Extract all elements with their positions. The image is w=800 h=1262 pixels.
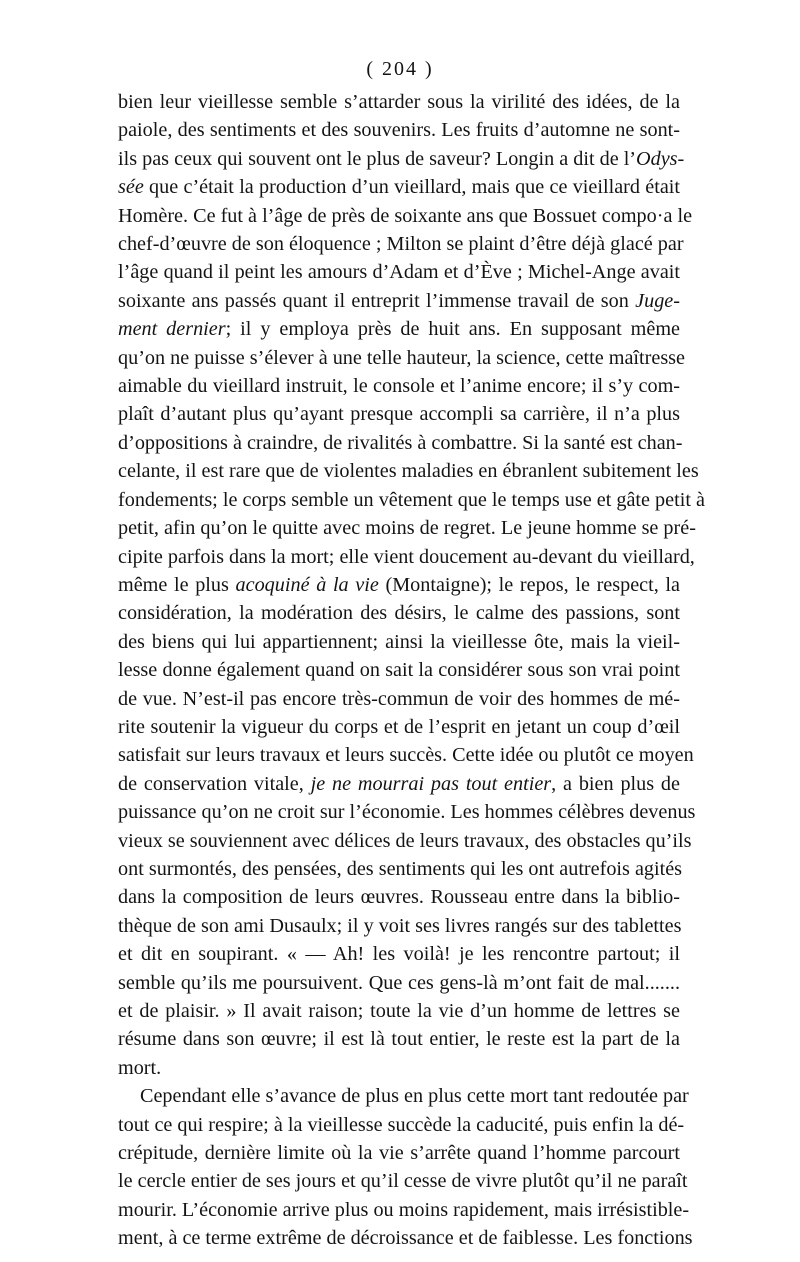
- text-line: [118, 230, 684, 258]
- text-run: tout ce qui respire; à la vieillesse succède la caducité, puis enfin la dé-: [118, 1113, 685, 1136]
- text-line: [118, 1111, 685, 1139]
- paragraph-1: [118, 88, 705, 1082]
- text-run: des biens qui lui appartiennent; ainsi la vieillesse ôte, mais la vieil-: [118, 630, 680, 653]
- text-line: [118, 258, 680, 286]
- text-run: Homère. Ce fut à l’âge de près de soixante ans que Bossuet compo·a le: [118, 204, 693, 227]
- text-run: petit, afin qu’on le quitte avec moins de regret. Le jeune homme se pré-: [118, 517, 696, 540]
- text-line: [118, 372, 680, 400]
- text-line: [118, 1054, 680, 1082]
- text-run: bien leur vieillesse semble s’attarder sous la virilité des idées, de la: [118, 91, 680, 113]
- text-run: crépitude, dernière limite où la vie s’arrête quand l’homme parcourt: [118, 1142, 680, 1165]
- text-line: [118, 400, 680, 428]
- text-run: thèque de son ami Dusaulx; il y voit ses livres rangés sur des tablettes: [118, 914, 682, 937]
- text-run: ont surmontés, des pensées, des sentiments qui les ont autrefois agités: [118, 857, 683, 880]
- text-run: que c’était la production d’un vieillard, mais que ce vieillard était: [143, 176, 680, 199]
- text-line: [118, 628, 680, 656]
- italic-run: acoquiné à la vie: [235, 573, 379, 596]
- text-run: mourir. L’économie arrive plus ou moins rapidement, mais irrésistible-: [118, 1198, 690, 1221]
- text-run: vieux se souviennent avec délices de leurs travaux, des obstacles qu’ils: [118, 829, 692, 852]
- text-run: plaît d’autant plus qu’ayant presque accompli sa carrière, il n’a plus: [118, 403, 680, 426]
- text-run: résume dans son œuvre; il est là tout entier, le reste est la part de la: [118, 1028, 680, 1051]
- text-line: [118, 1224, 693, 1252]
- text-line: [118, 486, 705, 514]
- text-line: [118, 685, 680, 713]
- text-run: fondements; le corps semble un vêtement que le temps use et gâte petit à: [118, 488, 705, 511]
- text-line: [118, 1139, 680, 1167]
- text-line: [118, 713, 680, 741]
- text-line: [118, 457, 699, 485]
- text-line: [118, 571, 680, 599]
- text-run: lesse donne également quand on sait la considérer sous son vrai point: [118, 659, 680, 682]
- text-run: d’oppositions à craindre, de rivalités à combattre. Si la santé est chan-: [118, 431, 683, 454]
- text-line: [118, 287, 680, 315]
- text-run: même le plus: [118, 573, 236, 596]
- text-run: chef-d’œuvre de son éloquence ; Milton se plaint d’être déjà glacé par: [118, 233, 684, 256]
- italic-run: je ne mourrai pas tout entier: [310, 772, 552, 795]
- text-line: [118, 741, 694, 769]
- text-run: de conservation vitale,: [118, 772, 311, 795]
- text-line: [118, 770, 680, 798]
- paragraph-2: [118, 1082, 693, 1252]
- text-line: [118, 1167, 688, 1195]
- text-run: mort.: [118, 1056, 162, 1079]
- text-run: qu’on ne puisse s’élever à une telle hauteur, la science, cette maîtresse: [118, 346, 685, 369]
- italic-run: ment dernier: [118, 318, 226, 341]
- text-run: Cependant elle s’avance de plus en plus cette mort tant redoutée par: [140, 1085, 689, 1108]
- text-run: aimable du vieillard instruit, le console et l’anime encore; il s’y com-: [118, 375, 680, 398]
- text-run: ; il y employa près de huit ans. En supposant même: [225, 318, 681, 341]
- text-run: soixante ans passés quant il entreprit l’immense travail de son: [118, 289, 636, 312]
- text-run: puissance qu’on ne croit sur l’économie. Les hommes célèbres devenus: [118, 801, 696, 824]
- text-line: [118, 827, 692, 855]
- text-run: cipite parfois dans la mort; elle vient doucement au-devant du vieillard,: [118, 545, 695, 568]
- text-run: satisfait sur leurs travaux et leurs succès. Cette idée ou plutôt ce moyen: [118, 744, 694, 767]
- body-text: [118, 88, 705, 1253]
- text-run: dans la composition de leurs œuvres. Rousseau entre dans la biblio-: [118, 886, 680, 909]
- text-line: [118, 88, 680, 116]
- page-number: ( 204 ): [366, 58, 434, 80]
- italic-run: sée: [118, 176, 144, 199]
- text-line: [118, 969, 680, 997]
- text-run: le cercle entier de ses jours et qu’il cesse de vivre plutôt qu’il ne paraît: [118, 1170, 688, 1193]
- text-line: [118, 315, 680, 343]
- text-run: , a bien plus de: [551, 772, 680, 795]
- text-line: [118, 656, 680, 684]
- text-run: (Montaigne); le repos, le respect, la: [378, 573, 681, 596]
- text-line: [118, 855, 683, 883]
- text-run: ils pas ceux qui souvent ont le plus de saveur? Longin a dit de l’: [118, 147, 637, 170]
- text-line: [118, 145, 685, 173]
- text-line: [118, 912, 680, 940]
- text-line: [118, 1025, 680, 1053]
- text-line: [118, 543, 695, 571]
- italic-run: Juge-: [635, 289, 680, 312]
- text-line: [118, 116, 680, 144]
- text-line: [118, 514, 696, 542]
- text-line: [118, 940, 680, 968]
- text-run: rite soutenir la vigueur du corps et de l’esprit en jetant un coup d’œil: [118, 715, 680, 738]
- text-run: considération, la modération des désirs, le calme des passions, sont: [118, 602, 680, 625]
- italic-run: Odys-: [636, 147, 685, 170]
- text-line: [118, 1196, 690, 1224]
- text-run: de vue. N’est-il pas encore très-commun de voir des hommes de mé-: [118, 687, 680, 710]
- text-line: [118, 599, 680, 627]
- text-run: semble qu’ils me poursuivent. Que ces gens-là m’ont fait de mal.......: [118, 971, 680, 994]
- text-line: [118, 344, 685, 372]
- text-run: celante, il est rare que de violentes maladies en ébranlent subitement les: [118, 460, 699, 483]
- text-line: [118, 1082, 689, 1110]
- text-line: [118, 429, 683, 457]
- text-line: [118, 798, 696, 826]
- text-line: [118, 173, 680, 201]
- text-run: ment, à ce terme extrême de décroissance et de faiblesse. Les fonctions: [118, 1227, 693, 1250]
- text-line: [118, 883, 680, 911]
- text-run: paiole, des sentiments et des souvenirs. Les fruits d’automne ne sont-: [118, 119, 680, 142]
- text-run: et de plaisir. » Il avait raison; toute la vie d’un homme de lettres se: [118, 1000, 680, 1022]
- text-run: et dit en soupirant. « — Ah! les voilà! je les rencontre partout; il: [118, 943, 680, 966]
- text-line: [118, 997, 680, 1025]
- text-line: [118, 202, 693, 230]
- text-run: l’âge quand il peint les amours d’Adam et d’Ève ; Michel-Ange avait: [118, 261, 680, 284]
